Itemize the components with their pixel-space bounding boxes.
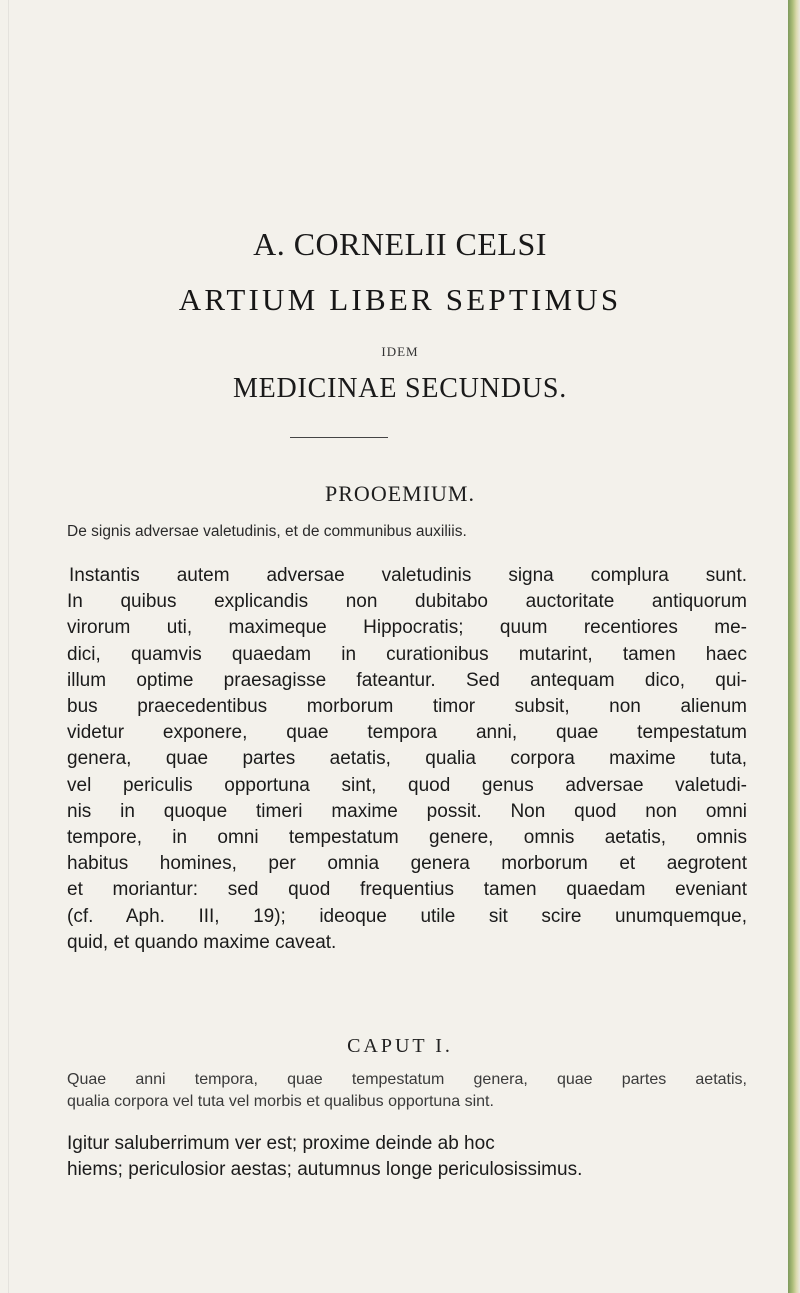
chapter-heading: CAPUT I. xyxy=(347,1035,453,1057)
text-line: illum optime praesagisse fateantur. Sed antequam dico, qui- xyxy=(67,669,747,691)
text-line: bus praecedentibus morborum timor subsit, non alienum xyxy=(67,696,747,718)
text-line: In quibus explicandis non dubitabo auctoritate antiquorum xyxy=(67,591,747,613)
prooemium-paragraph xyxy=(67,563,747,956)
text-line: et moriantur: sed quod frequentius tamen quaedam eveniant xyxy=(67,879,747,901)
summary-line: qualia corpora vel tuta vel morbis et qualibus opportuna sint. xyxy=(67,1093,494,1110)
text-line: nis in quoque timeri maxime possit. Non quod non omni xyxy=(67,800,747,822)
text-line: virorum uti, maximeque Hippocratis; quum recentiores me- xyxy=(67,617,747,639)
text-line: habitus homines, per omnia genera morborum et aegrotent xyxy=(67,853,747,875)
text-line: hiems; periculosior aestas; autumnus longe periculosissimus. xyxy=(67,1159,583,1181)
page-fold-line xyxy=(8,0,9,1293)
text-line: tempore, in omni tempestatum genere, omnis aetatis, omnis xyxy=(67,827,747,849)
text-line: Igitur saluberrimum ver est; proxime deinde ab hoc xyxy=(67,1133,495,1154)
text-line: dici, quamvis quaedam in curationibus mutarint, tamen haec xyxy=(67,643,747,665)
section-heading: PROOEMIUM. xyxy=(325,481,475,506)
title-subtitle: MEDICINAE SECUNDUS. xyxy=(232,373,568,404)
chapter-paragraph xyxy=(67,1131,747,1183)
text-line: quid, et quando maxime caveat. xyxy=(67,931,337,953)
title-rule-divider xyxy=(290,437,388,438)
title-author: A. CORNELII CELSI xyxy=(253,226,547,262)
text-line: videtur exponere, quae tempora anni, quae tempestatum xyxy=(67,722,747,744)
text-line: vel periculis opportuna sint, quod genus adversae valetudi- xyxy=(67,774,747,796)
summary-line: Quae anni tempora, quae tempestatum genera, quae partes aetatis, xyxy=(67,1071,747,1088)
text-line: Instantis autem adversae valetudinis signa complura sunt. xyxy=(69,565,747,586)
title-work: ARTIUM LIBER SEPTIMUS xyxy=(178,282,622,317)
title-idem: IDEM xyxy=(381,344,419,359)
chapter-summary xyxy=(67,1069,747,1113)
section-summary: De signis adversae valetudinis, et de communibus auxiliis. xyxy=(67,523,467,540)
page-edge-strip xyxy=(788,0,800,1293)
text-line: (cf. Aph. III, 19); ideoque utile sit scire unumquemque, xyxy=(67,905,747,927)
text-line: genera, quae partes aetatis, qualia corpora maxime tuta, xyxy=(67,748,747,770)
